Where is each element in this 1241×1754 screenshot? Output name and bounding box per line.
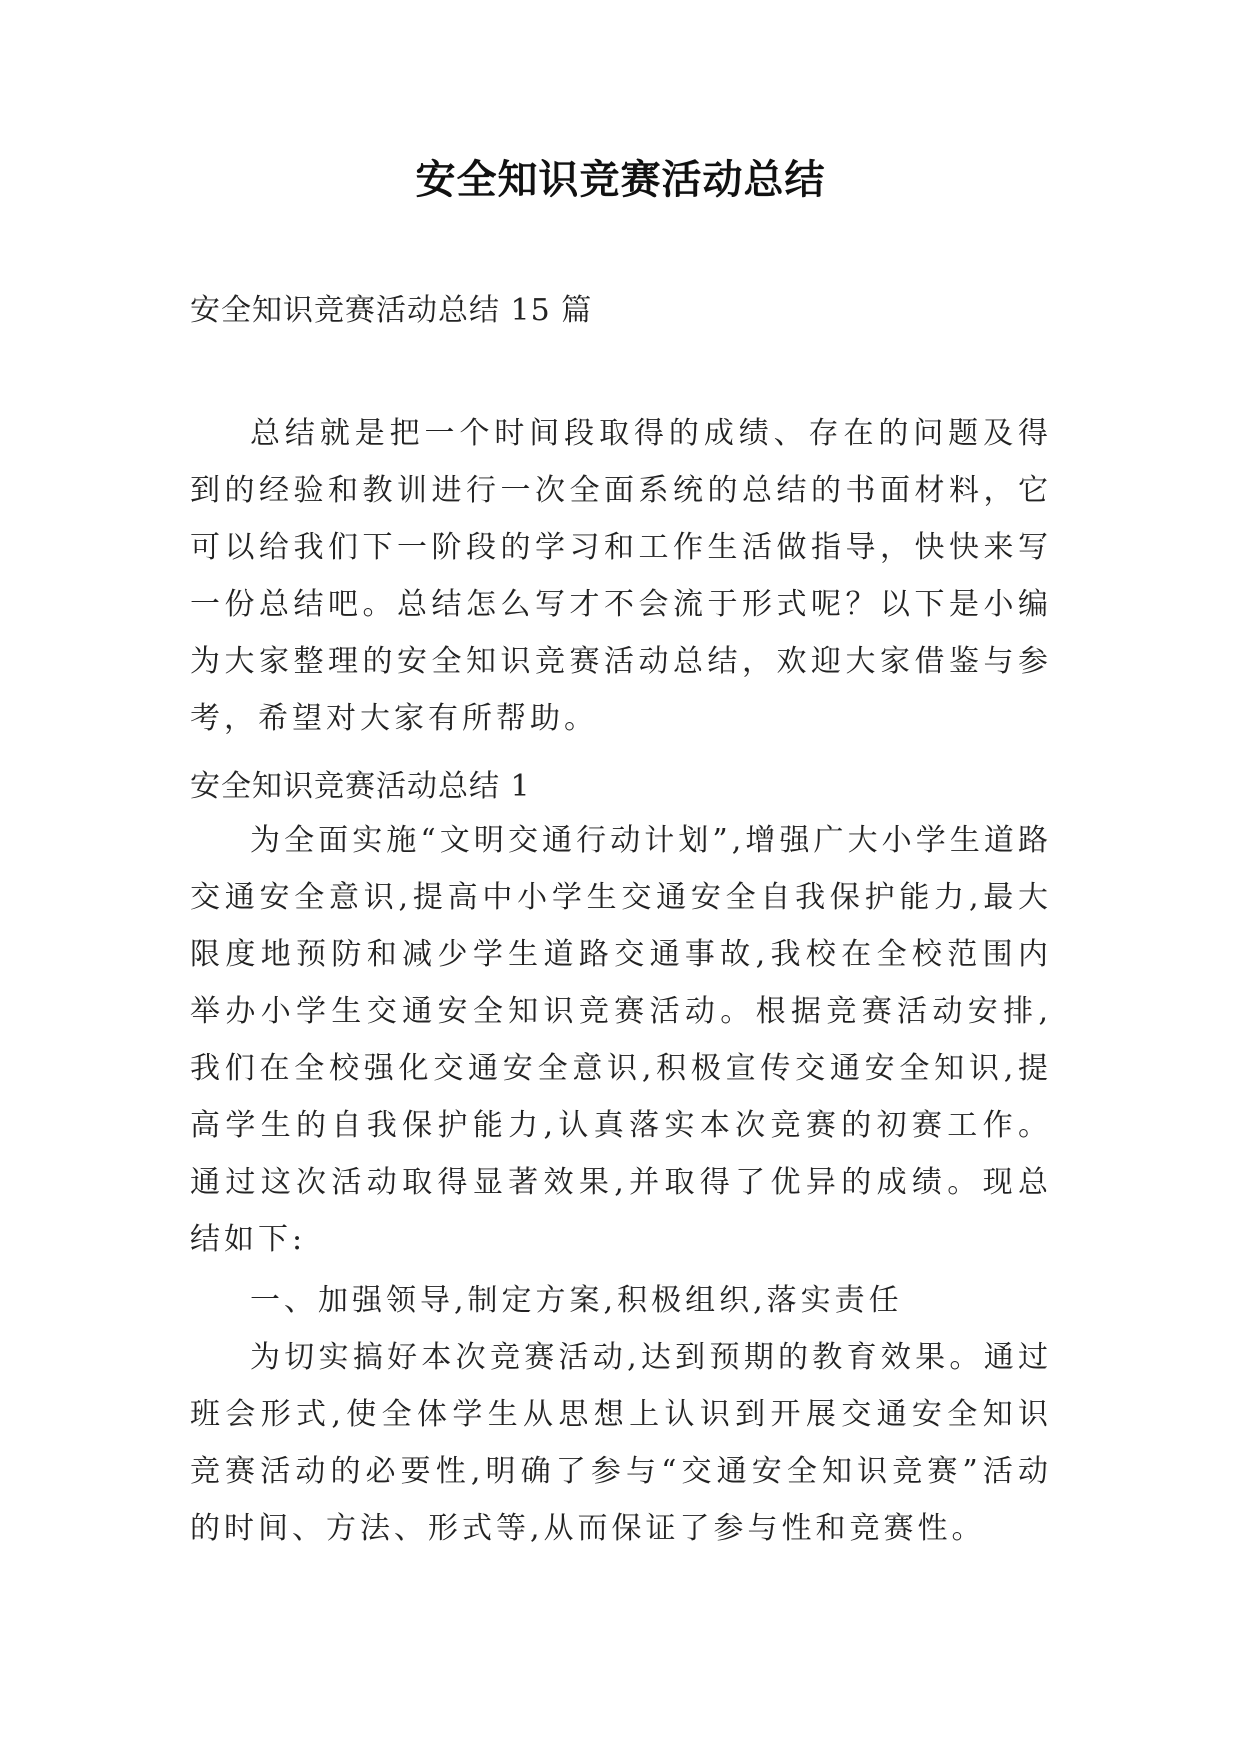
document-title: 安全知识竞赛活动总结 bbox=[415, 157, 826, 203]
section-sub-heading: 一、加强领导,制定方案,积极组织,落实责任 bbox=[250, 1283, 903, 1318]
section-paragraph-1: 为全面实施“文明交通行动计划”,增强广大小学生道路交通安全意识,提高中小学生交通安全自我保护能力,最大限度地预防和减少学生道路交通事故,我校在全校范围内举办小学生交通安全知识竞赛活动。根据竞赛活动安排,我们在全校强化交通安全意识,积极宣传交通安全知识,提高学生的自我保护能力,认真落实本次竞赛的初赛工作。通过这次活动取得显著效果,并取得了优异的成绩。现总结如下: bbox=[190, 823, 1052, 1257]
section-heading: 安全知识竞赛活动总结 1 bbox=[190, 769, 531, 804]
intro-paragraph: 总结就是把一个时间段取得的成绩、存在的问题及得到的经验和教训进行一次全面系统的总结的书面材料，它可以给我们下一阶段的学习和工作生活做指导，快快来写一份总结吧。总结怎么写才不会流于形式呢？以下是小编为大家整理的安全知识竞赛活动总结，欢迎大家借鉴与参考，希望对大家有所帮助。 bbox=[190, 416, 1052, 736]
section-paragraph-2: 为切实搞好本次竞赛活动,达到预期的教育效果。通过班会形式,使全体学生从思想上认识到开展交通安全知识竞赛活动的必要性,明确了参与“交通安全知识竞赛”活动的时间、方法、形式等,从而保证了参与性和竞赛性。 bbox=[190, 1340, 1052, 1546]
document-subtitle: 安全知识竞赛活动总结 15 篇 bbox=[190, 293, 593, 328]
